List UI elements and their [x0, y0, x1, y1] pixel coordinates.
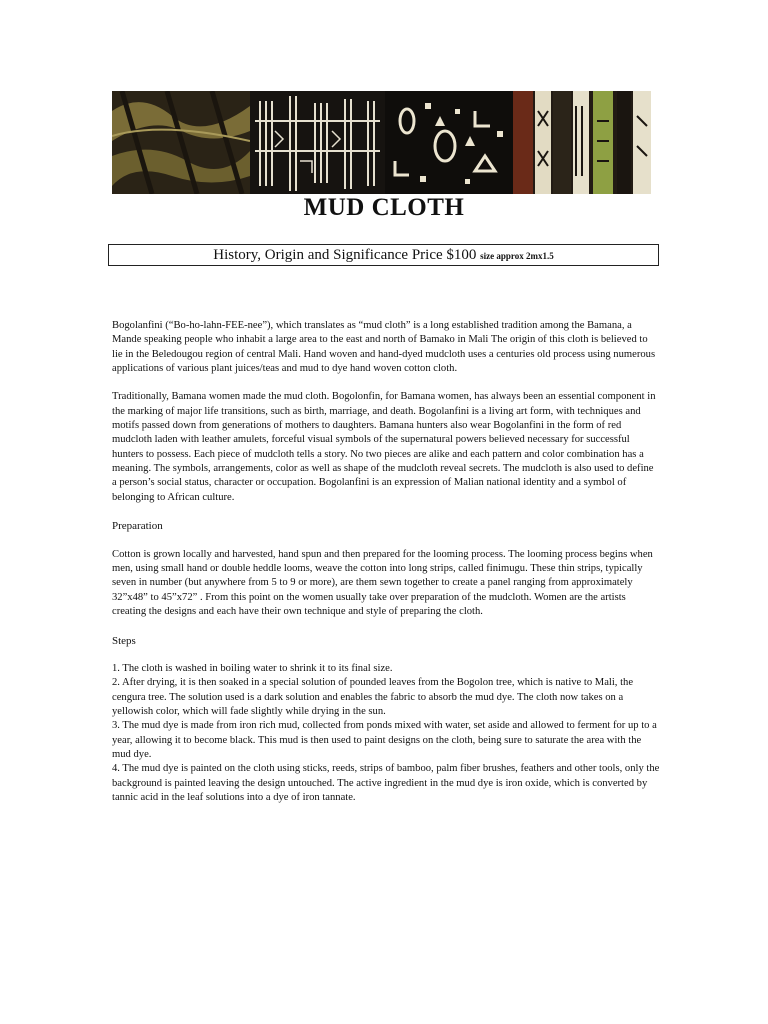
mudcloth-photo-olive: [112, 91, 250, 194]
preparation-paragraph: Cotton is grown locally and harvested, hand spun and then prepared for the looming process. The looming process begins when men, using small hand or double heddle looms, weave the cotton into long strips, called finimugu. These thin strips, typically seven in number (but anywhere from 5 to 9 or more), are them sewn together to create a panel ranging from approximately 32”x48” to 45”x72” . From this point on the women usually take over preparation of the mudcloth. Women are the artists creating the designs and each have their own technique and style of preparing the cloth.: [112, 548, 653, 617]
subtitle-box: [108, 244, 659, 266]
step-item: 3. The mud dye is made from iron rich mud, collected from ponds mixed with water, set aside and allowed to ferment for up to a year, allowing it to become black. This mud is then used to paint designs on the cloth, being sure to saturate the area with the mud dye.: [112, 720, 657, 760]
steps-heading: Steps: [112, 634, 136, 647]
tradition-paragraph: Traditionally, Bamana women made the mud cloth. Bogolonfin, for Bamana women, has always been an essential component in the marking of major life transitions, such as birth, marriage, and death. Bogolanfini is a living art form, with techniques and motifs passed down from generations of mothers to daughters. Bamana hunters also wear Bogolanfini in the form of red mudcloth laden with leather amulets, forceful visual symbols of the supernatural powers believed necessary for successful hunters to possess. Each piece of mudcloth tells a story. No two pieces are alike and each pattern and color combination has a meaning. The symbols, arrangements, color as well as shape of the mudcloth reveal secrets. The mudcloth is also used to define a person’s social status, character or occupation. Bogolanfini is an expression of Malian national identity and a symbol of belonging to African culture.: [112, 391, 656, 503]
mudcloth-photo-shapes: [385, 91, 513, 194]
steps-list: [112, 662, 660, 805]
step-item: 2. After drying, it is then soaked in a special solution of pounded leaves from the Bogolon tree, which is native to Mali, the cengura tree. The solution used is a dark solution and enables the fabric to absorb the mud dye. The cloth now takes on a yellowish color, which will fade slightly while drying in the sun.: [112, 677, 634, 718]
step-item: 1. The cloth is washed in boiling water to shrink it to its final size.: [112, 663, 393, 675]
intro-paragraph: Bogolanfini (“Bo-ho-lahn-FEE-nee”), which translates as “mud cloth” is a long established tradition among the Bamana, a Mande speaking people who inhabit a large area to the east and north of Bamako in Mali The origin of this cloth is believed to lie in the Beledougou region of central Mali. Hand woven and hand-dyed mudcloth uses a centuries old process using numerous applications of various plant juices/teas and mud to dye hand woven cotton cloth.: [112, 320, 656, 374]
preparation-heading: Preparation: [112, 520, 163, 533]
page-title: MUD CLOTH: [303, 194, 465, 221]
step-item: 4. The mud dye is painted on the cloth using sticks, reeds, strips of bamboo, palm fiber brushes, feathers and other tools, only the background is painted leaving the design untouched. The active ingredient in the mud dye is iron oxide, which is converted by tannic acid in the leaf solutions into a dye of iron tannate.: [112, 763, 660, 803]
mudcloth-photo-strips: [513, 91, 651, 194]
mudcloth-banner: [112, 91, 651, 194]
mudcloth-photo-lines: [250, 91, 385, 194]
subtitle-size-note: size approx 2mx1.5: [480, 251, 554, 261]
article-body: [112, 319, 660, 805]
subtitle-main: History, Origin and Significance Price $100: [213, 247, 481, 263]
